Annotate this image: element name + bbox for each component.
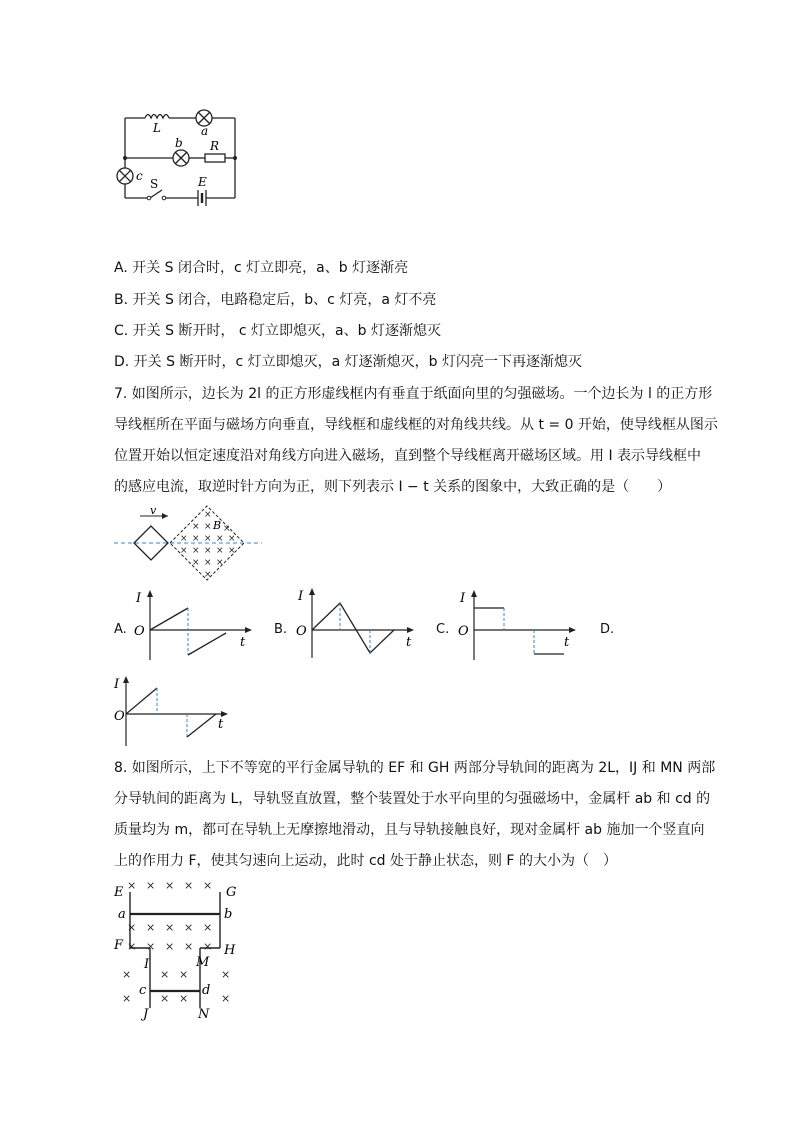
svg-text:O: O bbox=[114, 709, 125, 724]
q6-option-c: C. 开关 S 断开时， c 灯立即熄灭，a、b 灯逐渐熄灭 bbox=[114, 323, 441, 339]
label-R: R bbox=[210, 139, 220, 153]
svg-text:×: × bbox=[180, 534, 188, 544]
svg-text:I: I bbox=[114, 677, 120, 692]
svg-text:×: × bbox=[204, 558, 212, 568]
svg-text:M: M bbox=[196, 955, 210, 970]
svg-text:G: G bbox=[226, 885, 237, 900]
svg-text:t: t bbox=[406, 635, 412, 650]
q7-graph-d bbox=[112, 674, 242, 749]
svg-text:b: b bbox=[224, 907, 233, 922]
q6-option-d: D. 开关 S 断开时，c 灯立即熄灭，a 灯逐渐熄灭，b 灯闪亮一下再逐渐熄灭 bbox=[114, 354, 582, 370]
svg-text:×: × bbox=[122, 992, 132, 1005]
svg-text:×: × bbox=[216, 534, 224, 544]
svg-text:a: a bbox=[118, 907, 126, 922]
q8-line-2: 分导轨间的距离为 L，导轨竖直放置，整个装置处于水平向里的匀强磁场中，金属杆 ab 和 cd 的 bbox=[114, 791, 711, 807]
svg-text:t: t bbox=[218, 717, 224, 732]
svg-text:×: × bbox=[127, 879, 137, 892]
svg-text:J: J bbox=[143, 1007, 149, 1021]
svg-text:×: × bbox=[204, 510, 212, 520]
svg-text:c: c bbox=[139, 983, 147, 998]
svg-text:N: N bbox=[198, 1007, 210, 1021]
label-S: S bbox=[150, 177, 159, 191]
svg-text:×: × bbox=[160, 968, 170, 981]
svg-text:×: × bbox=[228, 534, 236, 544]
svg-text:×: × bbox=[179, 968, 189, 981]
svg-text:×: × bbox=[184, 921, 194, 934]
svg-text:×: × bbox=[204, 546, 212, 556]
label-a: a bbox=[201, 124, 209, 138]
svg-text:×: × bbox=[204, 534, 212, 544]
svg-text:×: × bbox=[122, 968, 132, 981]
q7-option-b-label: B. bbox=[274, 622, 288, 637]
label-L: L bbox=[153, 121, 161, 135]
q8-rails-figure bbox=[110, 876, 250, 1021]
svg-text:×: × bbox=[203, 940, 213, 953]
circuit-diagram bbox=[110, 100, 250, 210]
q8-line-3: 质量均为 m，都可在导轨上无摩擦地滑动，且与导轨接触良好，现对金属杆 ab 施加一个竖直向 bbox=[114, 822, 705, 838]
svg-text:O: O bbox=[458, 624, 469, 639]
svg-text:O: O bbox=[296, 624, 307, 639]
svg-text:×: × bbox=[216, 546, 224, 556]
svg-text:I: I bbox=[460, 591, 466, 606]
q7-option-c-label: C. bbox=[436, 622, 450, 637]
svg-text:×: × bbox=[127, 940, 137, 953]
svg-text:×: × bbox=[192, 522, 200, 532]
q7-line-4: 的感应电流，取逆时针方向为正，则下列表示 I − t 关系的图象中，大致正确的是（ ） bbox=[114, 479, 672, 495]
q7-line-3: 位置开始以恒定速度沿对角线方向进入磁场，直到整个导线框离开磁场区域。用 I 表示导线框中 bbox=[114, 448, 702, 464]
svg-text:t: t bbox=[564, 635, 570, 650]
svg-text:×: × bbox=[192, 558, 200, 568]
label-v: v bbox=[150, 505, 157, 517]
q8-line-1: 8. 如图所示，上下不等宽的平行金属导轨的 EF 和 GH 两部分导轨间的距离为 2L，IJ 和 MN 两部 bbox=[114, 760, 716, 776]
svg-text:×: × bbox=[165, 921, 175, 934]
q7-line-1: 7. 如图所示，边长为 2l 的正方形虚线框内有垂直于纸面向里的匀强磁场。一个边长为 l 的正方形 bbox=[114, 386, 713, 402]
q7-line-2: 导线框所在平面与磁场方向垂直，导线框和虚线框的对角线共线。从 t = 0 开始，使导线框从图示 bbox=[114, 417, 718, 433]
svg-text:×: × bbox=[127, 921, 137, 934]
svg-text:×: × bbox=[221, 992, 231, 1005]
svg-text:d: d bbox=[202, 983, 211, 998]
svg-text:×: × bbox=[223, 524, 231, 534]
svg-text:×: × bbox=[146, 940, 156, 953]
svg-text:×: × bbox=[179, 992, 189, 1005]
q7-option-d-label: D. bbox=[600, 622, 615, 637]
svg-text:E: E bbox=[114, 885, 124, 900]
svg-text:×: × bbox=[203, 879, 213, 892]
svg-text:×: × bbox=[184, 879, 194, 892]
svg-text:×: × bbox=[146, 921, 156, 934]
label-c: c bbox=[136, 169, 143, 183]
q6-option-b: B. 开关 S 闭合，电路稳定后，b、c 灯亮，a 灯不亮 bbox=[114, 292, 437, 308]
svg-text:×: × bbox=[180, 546, 188, 556]
q7-graph-a bbox=[128, 588, 258, 663]
label-E: E bbox=[198, 175, 207, 189]
svg-text:×: × bbox=[216, 558, 224, 568]
svg-text:×: × bbox=[203, 921, 213, 934]
svg-text:×: × bbox=[165, 879, 175, 892]
svg-text:×: × bbox=[204, 570, 212, 580]
svg-text:×: × bbox=[192, 534, 200, 544]
svg-text:t: t bbox=[240, 635, 246, 650]
svg-text:×: × bbox=[228, 546, 236, 556]
q7-option-a-label: A. bbox=[114, 622, 127, 637]
svg-text:×: × bbox=[160, 992, 170, 1005]
svg-text:I: I bbox=[136, 591, 142, 606]
svg-text:F: F bbox=[114, 938, 124, 953]
svg-text:×: × bbox=[184, 940, 194, 953]
label-b: b bbox=[175, 136, 183, 150]
svg-text:I: I bbox=[298, 589, 304, 604]
svg-text:×: × bbox=[204, 522, 212, 532]
q7-graph-b bbox=[290, 586, 420, 661]
q6-option-a: A. 开关 S 闭合时，c 灯立即亮，a、b 灯逐渐亮 bbox=[114, 260, 409, 276]
svg-text:×: × bbox=[165, 940, 175, 953]
svg-text:O: O bbox=[134, 624, 145, 639]
svg-text:H: H bbox=[224, 943, 236, 958]
q7-field-figure bbox=[112, 505, 272, 585]
svg-text:I: I bbox=[144, 957, 150, 972]
svg-text:×: × bbox=[146, 879, 156, 892]
label-B: B bbox=[213, 519, 222, 532]
q7-graph-c bbox=[452, 588, 582, 663]
svg-text:×: × bbox=[221, 968, 231, 981]
svg-text:×: × bbox=[192, 546, 200, 556]
q8-line-4: 上的作用力 F，使其匀速向上运动，此时 cd 处于静止状态，则 F 的大小为（ ） bbox=[114, 853, 617, 869]
